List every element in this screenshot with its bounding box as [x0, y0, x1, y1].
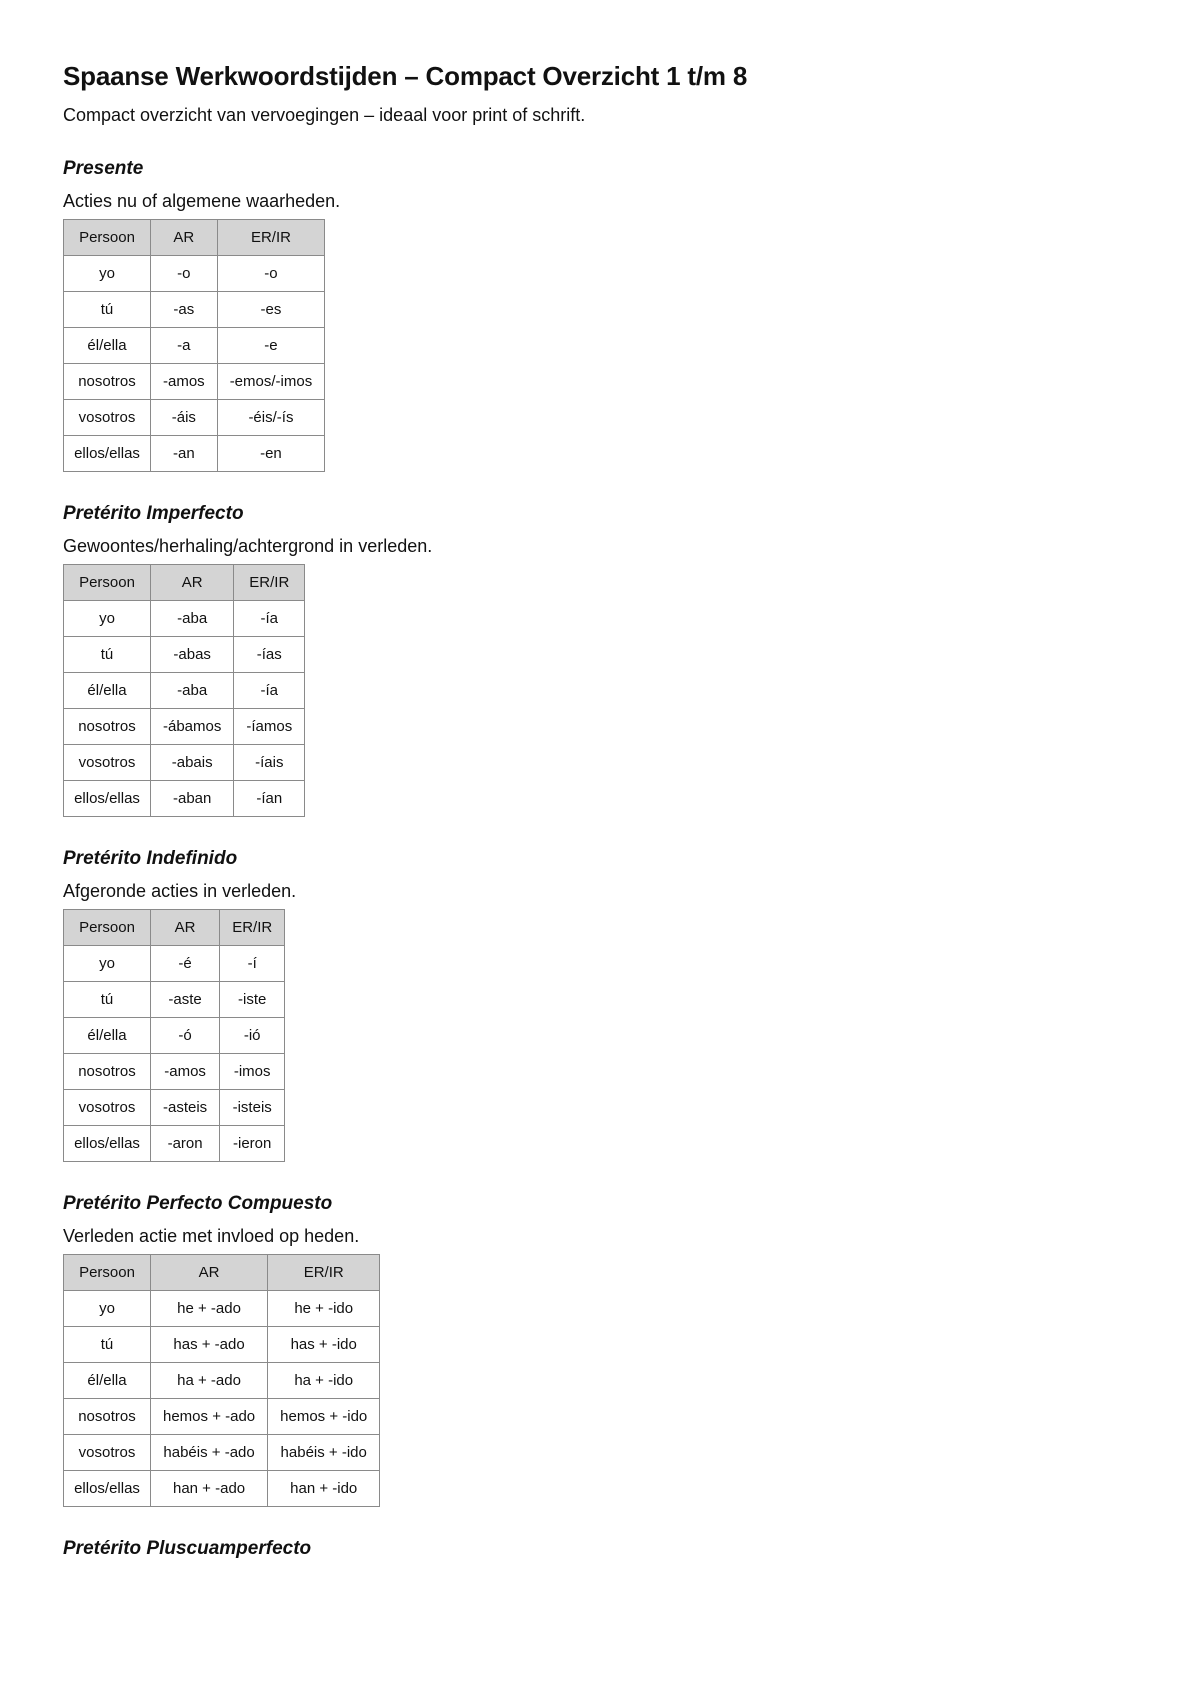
- person-cell: vosotros: [64, 400, 151, 436]
- ending-cell: -amos: [151, 1054, 220, 1090]
- ending-cell: -en: [217, 436, 325, 472]
- table-row: [64, 1327, 380, 1363]
- table-header-row: [64, 1255, 380, 1291]
- table-header-row: [64, 910, 285, 946]
- ending-cell: -ió: [220, 1018, 285, 1054]
- person-cell: yo: [64, 946, 151, 982]
- person-cell: vosotros: [64, 1090, 151, 1126]
- ending-cell: -imos: [220, 1054, 285, 1090]
- person-cell: él/ella: [64, 1018, 151, 1054]
- ending-cell: ha + -ado: [151, 1363, 268, 1399]
- ending-cell: -ábamos: [151, 709, 234, 745]
- table-row: [64, 982, 285, 1018]
- person-cell: tú: [64, 292, 151, 328]
- table-header-row: [64, 565, 305, 601]
- person-cell: vosotros: [64, 745, 151, 781]
- document-page: [63, 60, 1143, 1561]
- person-cell: nosotros: [64, 1399, 151, 1435]
- table-row: [64, 1054, 285, 1090]
- ending-cell: -aba: [151, 601, 234, 637]
- table-row: [64, 364, 325, 400]
- person-cell: nosotros: [64, 1054, 151, 1090]
- table-row: [64, 1090, 285, 1126]
- ending-cell: has + -ido: [268, 1327, 380, 1363]
- ending-cell: -e: [217, 328, 325, 364]
- tense-description: Verleden actie met invloed op heden.: [63, 1226, 360, 1246]
- tense-section: [63, 502, 1143, 817]
- conjugation-table: [63, 1254, 380, 1507]
- table-row: [64, 946, 285, 982]
- table-row: [64, 1363, 380, 1399]
- ending-cell: -abas: [151, 637, 234, 673]
- person-cell: nosotros: [64, 364, 151, 400]
- tense-section: [63, 1537, 1143, 1561]
- table-row: [64, 1126, 285, 1162]
- tense-title: Pretérito Pluscuamperfecto: [63, 1538, 312, 1559]
- ending-cell: -o: [151, 256, 218, 292]
- table-row: [64, 256, 325, 292]
- ending-cell: ha + -ido: [268, 1363, 380, 1399]
- tense-description: Gewoontes/herhaling/achtergrond in verleden.: [63, 536, 433, 556]
- ending-cell: -áis: [151, 400, 218, 436]
- ending-cell: hemos + -ido: [268, 1399, 380, 1435]
- table-row: [64, 400, 325, 436]
- person-cell: ellos/ellas: [64, 436, 151, 472]
- tense-description: Afgeronde acties in verleden.: [63, 881, 297, 901]
- person-cell: tú: [64, 637, 151, 673]
- ending-cell: -emos/-imos: [217, 364, 325, 400]
- column-header: AR: [151, 565, 234, 601]
- column-header: ER/IR: [234, 565, 305, 601]
- table-row: [64, 1291, 380, 1327]
- tense-description: Acties nu of algemene waarheden.: [63, 191, 341, 211]
- column-header: Persoon: [64, 910, 151, 946]
- column-header: AR: [151, 910, 220, 946]
- table-header-row: [64, 220, 325, 256]
- ending-cell: habéis + -ado: [151, 1435, 268, 1471]
- person-cell: tú: [64, 982, 151, 1018]
- ending-cell: -as: [151, 292, 218, 328]
- ending-cell: -éis/-ís: [217, 400, 325, 436]
- table-row: [64, 436, 325, 472]
- ending-cell: he + -ado: [151, 1291, 268, 1327]
- table-row: [64, 745, 305, 781]
- ending-cell: han + -ido: [268, 1471, 380, 1507]
- ending-cell: han + -ado: [151, 1471, 268, 1507]
- tense-title: Pretérito Indefinido: [63, 848, 238, 869]
- table-row: [64, 781, 305, 817]
- ending-cell: -ó: [151, 1018, 220, 1054]
- ending-cell: -es: [217, 292, 325, 328]
- ending-cell: -ías: [234, 637, 305, 673]
- ending-cell: he + -ido: [268, 1291, 380, 1327]
- tense-section: [63, 157, 1143, 472]
- person-cell: ellos/ellas: [64, 1126, 151, 1162]
- tense-title: Pretérito Imperfecto: [63, 503, 244, 524]
- conjugation-table: [63, 219, 325, 472]
- column-header: AR: [151, 220, 218, 256]
- column-header: ER/IR: [220, 910, 285, 946]
- column-header: Persoon: [64, 1255, 151, 1291]
- person-cell: yo: [64, 601, 151, 637]
- person-cell: él/ella: [64, 673, 151, 709]
- ending-cell: -aba: [151, 673, 234, 709]
- column-header: ER/IR: [217, 220, 325, 256]
- column-header: Persoon: [64, 220, 151, 256]
- ending-cell: -o: [217, 256, 325, 292]
- person-cell: ellos/ellas: [64, 1471, 151, 1507]
- ending-cell: -aron: [151, 1126, 220, 1162]
- tense-sections: [63, 157, 1143, 1561]
- column-header: ER/IR: [268, 1255, 380, 1291]
- person-cell: nosotros: [64, 709, 151, 745]
- ending-cell: -abais: [151, 745, 234, 781]
- table-row: [64, 601, 305, 637]
- person-cell: ellos/ellas: [64, 781, 151, 817]
- ending-cell: -íamos: [234, 709, 305, 745]
- table-row: [64, 673, 305, 709]
- table-row: [64, 1018, 285, 1054]
- person-cell: tú: [64, 1327, 151, 1363]
- conjugation-table: [63, 564, 305, 817]
- ending-cell: -ían: [234, 781, 305, 817]
- ending-cell: -amos: [151, 364, 218, 400]
- person-cell: yo: [64, 1291, 151, 1327]
- ending-cell: hemos + -ado: [151, 1399, 268, 1435]
- table-row: [64, 1399, 380, 1435]
- table-row: [64, 709, 305, 745]
- tense-title: Pretérito Perfecto Compuesto: [63, 1193, 333, 1214]
- person-cell: yo: [64, 256, 151, 292]
- table-row: [64, 1471, 380, 1507]
- column-header: AR: [151, 1255, 268, 1291]
- table-row: [64, 292, 325, 328]
- tense-title: Presente: [63, 158, 144, 179]
- ending-cell: -íais: [234, 745, 305, 781]
- document-subtitle: Compact overzicht van vervoegingen – ideaal voor print of schrift.: [63, 105, 586, 125]
- person-cell: él/ella: [64, 328, 151, 364]
- ending-cell: -isteis: [220, 1090, 285, 1126]
- table-row: [64, 1435, 380, 1471]
- person-cell: vosotros: [64, 1435, 151, 1471]
- ending-cell: -iste: [220, 982, 285, 1018]
- ending-cell: habéis + -ido: [268, 1435, 380, 1471]
- ending-cell: -ía: [234, 601, 305, 637]
- person-cell: él/ella: [64, 1363, 151, 1399]
- ending-cell: has + -ado: [151, 1327, 268, 1363]
- ending-cell: -ieron: [220, 1126, 285, 1162]
- tense-section: [63, 847, 1143, 1162]
- column-header: Persoon: [64, 565, 151, 601]
- conjugation-table: [63, 909, 285, 1162]
- ending-cell: -an: [151, 436, 218, 472]
- table-row: [64, 328, 325, 364]
- ending-cell: -aban: [151, 781, 234, 817]
- ending-cell: -aste: [151, 982, 220, 1018]
- table-row: [64, 637, 305, 673]
- ending-cell: -í: [220, 946, 285, 982]
- ending-cell: -é: [151, 946, 220, 982]
- tense-section: [63, 1192, 1143, 1507]
- ending-cell: -asteis: [151, 1090, 220, 1126]
- document-title: Spaanse Werkwoordstijden – Compact Overzicht 1 t/m 8: [63, 61, 748, 91]
- ending-cell: -ía: [234, 673, 305, 709]
- ending-cell: -a: [151, 328, 218, 364]
